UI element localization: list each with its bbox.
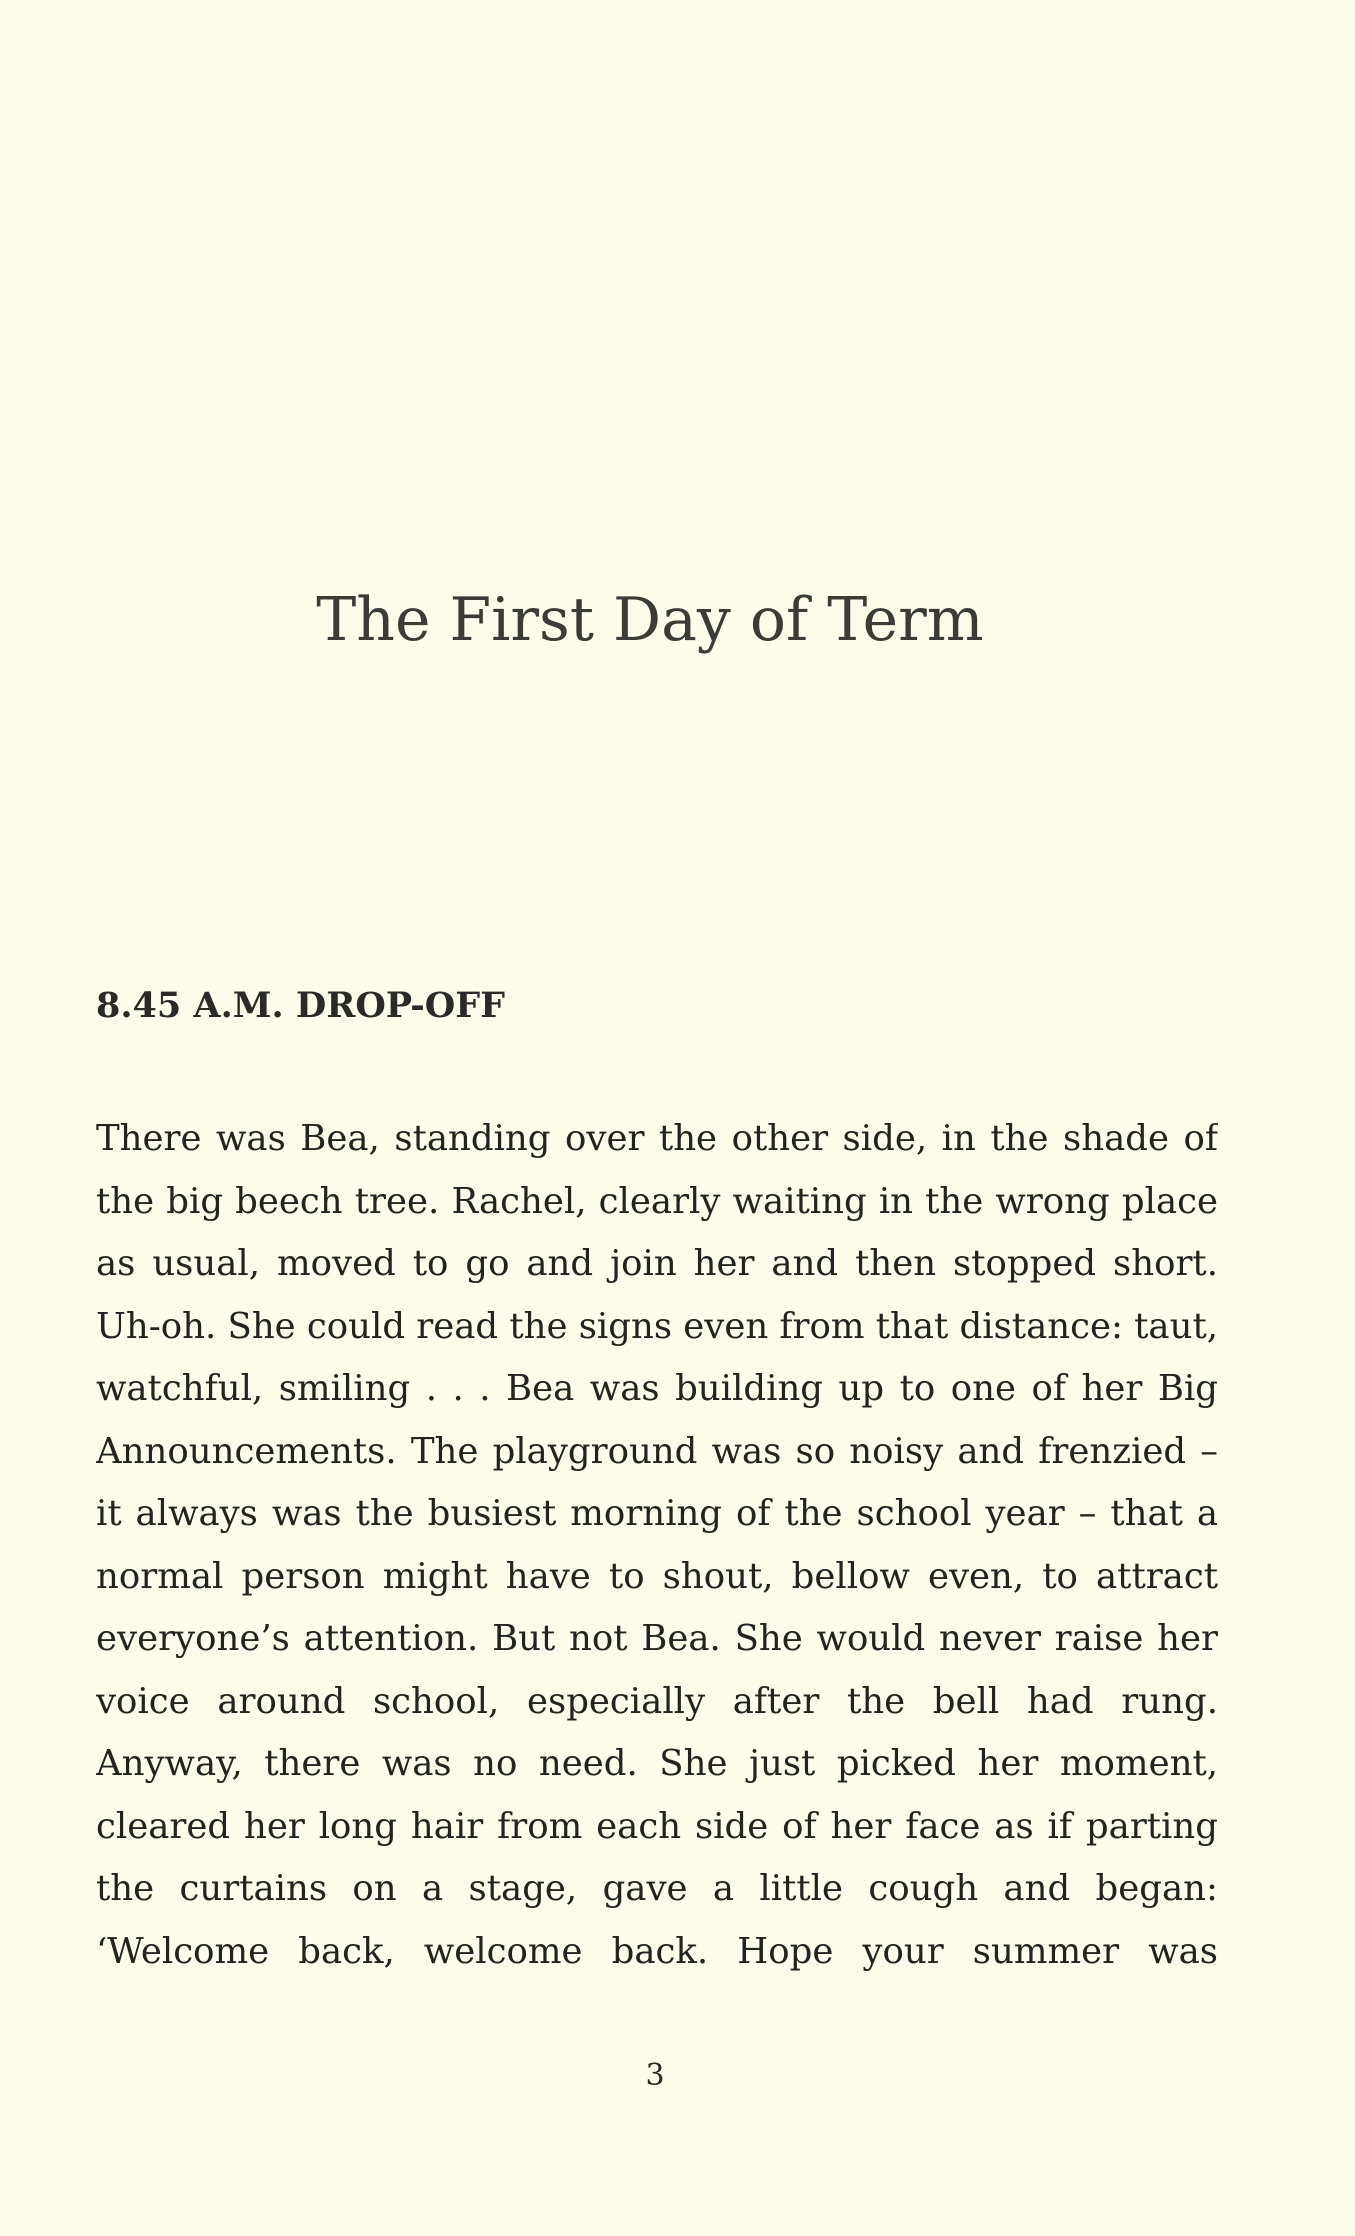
text-line: There was Bea, standing over the other side, in the shade of [96, 1118, 1218, 1159]
text-line: Announcements. The playground was so noisy and frenzied – [96, 1430, 1218, 1472]
text-line: voice around school, especially after the bell had rung. [96, 1680, 1218, 1722]
text-line: as usual, moved to go and join her and then stopped short. [96, 1243, 1218, 1284]
page-number: 3 [645, 2058, 665, 2093]
text-line: it always was the busiest morning of the school year – that a [96, 1493, 1218, 1534]
section-heading: 8.45 A.M. DROP-OFF [96, 985, 505, 1026]
text-line: the curtains on a stage, gave a little cough and began: [96, 1868, 1218, 1909]
text-line: normal person might have to shout, bellow even, to attract [96, 1555, 1218, 1597]
text-line: Uh-oh. She could read the signs even from that distance: taut, [96, 1305, 1218, 1347]
body-paragraph [96, 1108, 1218, 1983]
text-line: cleared her long hair from each side of her face as if parting [96, 1805, 1218, 1847]
text-line: ‘Welcome back, welcome back. Hope your summer was [96, 1930, 1218, 1972]
text-line: the big beech tree. Rachel, clearly waiting in the wrong place [96, 1180, 1218, 1222]
text-line: Anyway, there was no need. She just picked her moment, [96, 1743, 1218, 1784]
text-line: watchful, smiling . . . Bea was building up to one of her Big [96, 1368, 1218, 1409]
chapter-title: The First Day of Term [316, 585, 984, 655]
text-line: everyone’s attention. But not Bea. She would never raise her [96, 1618, 1218, 1659]
